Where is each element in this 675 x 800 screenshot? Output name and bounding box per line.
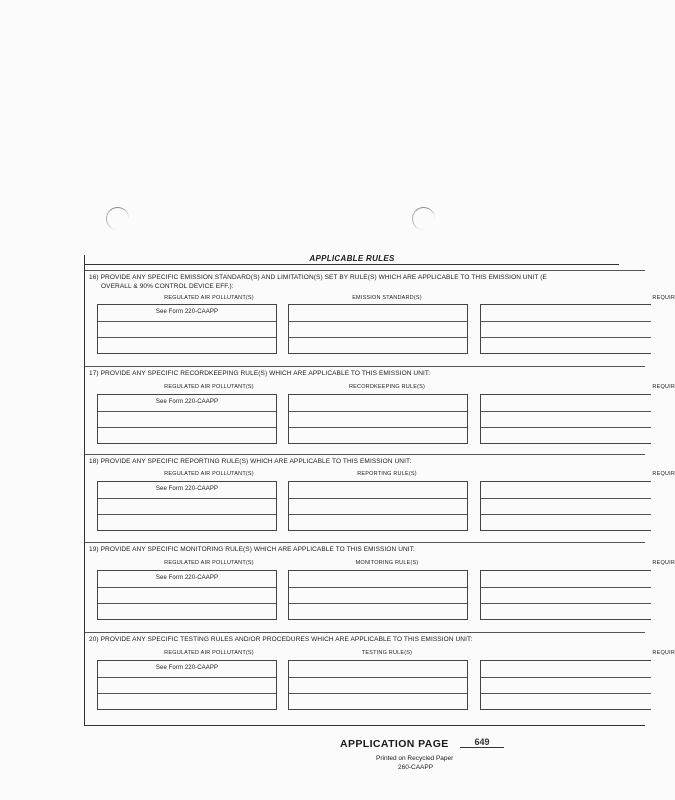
requirement-field[interactable]: [480, 481, 651, 531]
column-header-requirement: REQUIR: [652, 471, 675, 477]
pollutant-field[interactable]: [97, 394, 277, 444]
pollutant-field[interactable]: [97, 304, 277, 354]
column-header-pollutant: REGULATED AIR POLLUTANT(S): [164, 650, 254, 656]
application-page-label: APPLICATION PAGE: [340, 738, 449, 750]
pollutant-field[interactable]: [97, 660, 277, 710]
reporting-field[interactable]: [288, 481, 468, 531]
column-header-requirement: REQUIR: [652, 295, 675, 301]
column-header-monitoring: MONITORING RULE(S): [355, 560, 419, 566]
question-19: 19) PROVIDE ANY SPECIFIC MONITORING RULE(S) WHICH ARE APPLICABLE TO THIS EMISSION UNIT:: [89, 546, 415, 553]
column-header-testing: TESTING RULE(S): [361, 650, 413, 656]
applicable-rules-form: [84, 254, 675, 726]
recordkeeping-field[interactable]: [288, 394, 468, 444]
column-header-pollutant: REGULATED AIR POLLUTANT(S): [164, 384, 254, 390]
requirement-field[interactable]: [480, 304, 651, 354]
requirement-field[interactable]: [480, 570, 651, 620]
question-16: [89, 273, 649, 291]
column-header-standard: EMISSION STANDARD(S): [352, 295, 422, 301]
column-header-pollutant: REGULATED AIR POLLUTANT(S): [164, 295, 254, 301]
section-testing: [85, 632, 675, 725]
testing-field[interactable]: [288, 660, 468, 710]
section-monitoring: [85, 542, 675, 633]
question-20: 20) PROVIDE ANY SPECIFIC TESTING RULES AND/OR PROCEDURES WHICH ARE APPLICABLE TO THIS EMISSION UNIT:: [89, 636, 473, 643]
pollutant-entry: See Form 220-CAAPP: [155, 399, 219, 405]
column-header-recordkeeping: RECORDKEEPING RULE(S): [348, 384, 426, 390]
column-header-pollutant: REGULATED AIR POLLUTANT(S): [164, 471, 254, 477]
form-id: 260-CAAPP: [398, 764, 434, 771]
column-header-pollutant: REGULATED AIR POLLUTANT(S): [164, 560, 254, 566]
section-recordkeeping: [85, 366, 675, 455]
column-header-requirement: REQUIR: [652, 650, 675, 656]
section-reporting: [85, 454, 675, 543]
column-header-requirement: REQUIR: [652, 560, 675, 566]
pollutant-entry: See Form 220-CAAPP: [155, 575, 219, 581]
pollutant-entry: See Form 220-CAAPP: [155, 665, 219, 671]
pollutant-field[interactable]: [97, 570, 277, 620]
punch-hole: [106, 207, 129, 230]
recycled-paper-note: Printed on Recycled Paper: [376, 755, 454, 762]
question-text: 16) PROVIDE ANY SPECIFIC EMISSION STANDARD(S) AND LIMITATION(S) SET BY RULE(S) WHICH ARE APPLICABLE TO THIS EMISSION UNIT (E: [89, 274, 547, 281]
standard-field[interactable]: [288, 304, 468, 354]
pollutant-field[interactable]: [97, 481, 277, 531]
form-title: APPLICABLE RULES: [85, 254, 619, 265]
page-number: 649: [460, 737, 504, 748]
question-18: 18) PROVIDE ANY SPECIFIC REPORTING RULE(S) WHICH ARE APPLICABLE TO THIS EMISSION UNIT:: [89, 458, 412, 465]
requirement-field[interactable]: [480, 394, 651, 444]
column-header-requirement: REQUIR: [652, 384, 675, 390]
pollutant-entry: See Form 220-CAAPP: [155, 486, 219, 492]
question-text-line2: OVERALL & 90% CONTROL DEVICE EFF.):: [101, 283, 234, 290]
requirement-field[interactable]: [480, 660, 651, 710]
monitoring-field[interactable]: [288, 570, 468, 620]
question-17: 17) PROVIDE ANY SPECIFIC RECORDKEEPING RULE(S) WHICH ARE APPLICABLE TO THIS EMISSION UNIT:: [89, 370, 431, 377]
column-header-reporting: REPORTING RULE(S): [357, 471, 417, 477]
section-emission-standards: [85, 270, 675, 367]
pollutant-entry: See Form 220-CAAPP: [155, 309, 219, 315]
punch-hole: [412, 207, 435, 230]
